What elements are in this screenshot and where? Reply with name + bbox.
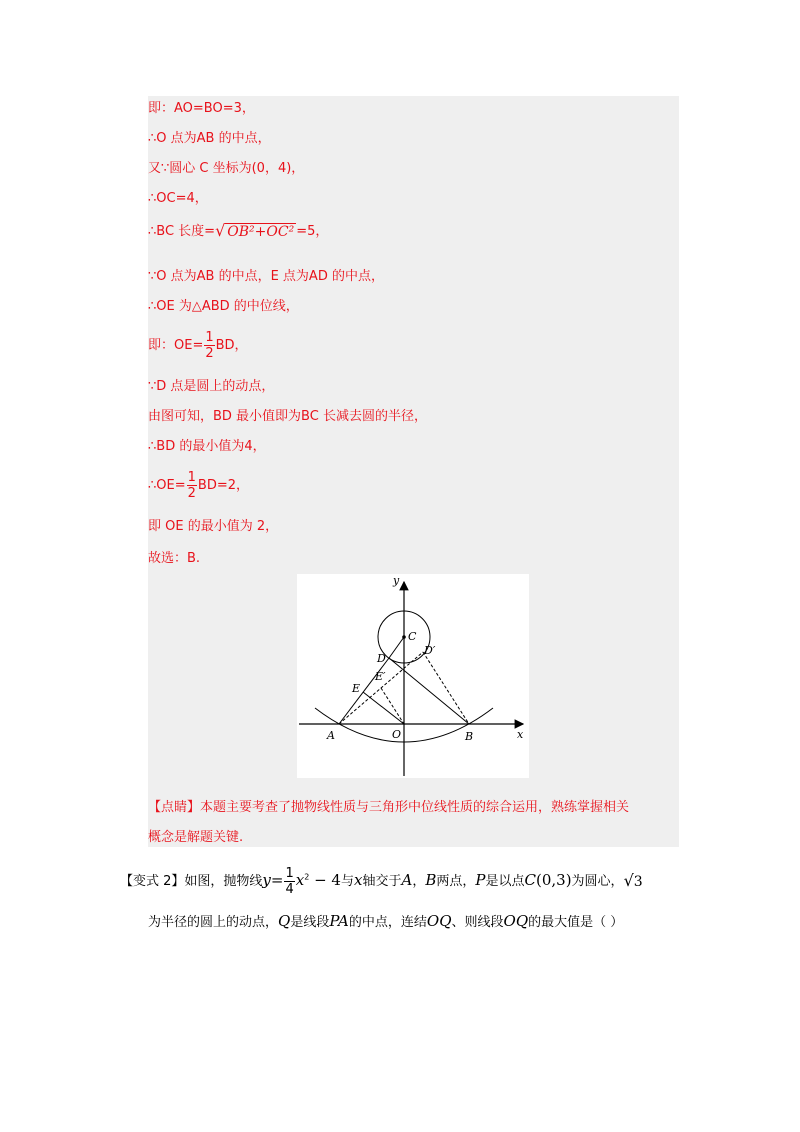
bc-length-prefix: ∴BC 长度=	[148, 224, 216, 239]
variant-line-2	[148, 910, 623, 934]
point-q: Q	[278, 912, 291, 930]
fraction-quarter	[284, 866, 294, 897]
bc-length-suffix: =5，	[296, 224, 329, 239]
label-a: A	[327, 729, 335, 742]
solution-line-5	[148, 222, 328, 241]
solution-line-12	[148, 470, 249, 501]
segment-pa: PA	[329, 912, 349, 930]
segment-oq: OQ	[503, 912, 529, 930]
solution-line-4: ∴OC=4，	[148, 191, 208, 206]
var-y: y	[262, 871, 271, 889]
variant-text: 与	[340, 874, 354, 889]
label-c: C	[408, 630, 417, 643]
point-a: A	[401, 871, 413, 889]
solution-line-6: ∵O 点为AB 的中点，E 点为AD 的中点，	[148, 269, 384, 284]
solution-line-10: 由图可知，BD 最小值即为BC 长减去圆的半径，	[148, 409, 427, 424]
fraction-half	[204, 330, 214, 361]
variant-text: 是线段	[290, 915, 330, 930]
equals-sign: =	[270, 871, 284, 889]
var-x: x	[354, 871, 363, 889]
var-x: x	[295, 871, 305, 889]
variant-text: ，	[412, 874, 426, 889]
oe-eq-prefix: ∴OE=	[148, 478, 186, 493]
label-b: B	[465, 730, 474, 743]
fraction-denominator: 2	[187, 486, 196, 501]
segment-ad	[339, 658, 389, 724]
variant-text: 两点，	[436, 874, 476, 889]
point-p: P	[475, 871, 486, 889]
segment-dpb	[423, 652, 469, 724]
minus-four: − 4	[309, 871, 341, 889]
sqrt-radicand: 3	[633, 874, 643, 890]
segment-oq: OQ	[426, 912, 452, 930]
label-d: D	[377, 652, 386, 665]
figure-svg	[297, 574, 529, 778]
solution-line-8	[148, 330, 248, 361]
solution-line-11: ∴BD 的最小值为4，	[148, 439, 266, 454]
variant-text: 如图，抛物线	[184, 874, 263, 889]
label-e: E	[352, 682, 361, 695]
oe-eq-suffix: BD=2，	[197, 478, 249, 493]
solution-line-14: 故选：B.	[148, 551, 201, 566]
geometry-figure	[297, 574, 529, 778]
solution-line-3: 又∵圆心 C 坐标为(0，4)，	[148, 161, 305, 176]
label-o: O	[392, 728, 402, 741]
variant-text: 轴交于	[362, 874, 402, 889]
variant-text: 是以点	[485, 874, 525, 889]
label-x: x	[517, 728, 524, 741]
label-d-prime: D′	[424, 644, 436, 657]
variant-text: 为半径的圆上的动点，	[148, 915, 279, 930]
oe-prefix: 即：OE=	[148, 338, 204, 353]
segment-db	[389, 658, 469, 724]
fraction-numerator: 1	[187, 470, 196, 485]
sqrt-expression: √ OB²+OC²	[215, 221, 295, 240]
coordinate: (0,3)	[535, 871, 572, 889]
segment-epo	[381, 688, 404, 724]
solution-line-9: ∵D 点是圆上的动点，	[148, 379, 275, 394]
variant-text: 为圆心，	[571, 874, 624, 889]
solution-line-1: 即：AO=BO=3，	[148, 101, 255, 116]
sqrt-radicand: OB²+OC²	[227, 224, 295, 240]
solution-line-2: ∴O 点为AB 的中点，	[148, 131, 271, 146]
label-y: y	[393, 574, 400, 587]
solution-line-13: 即 OE 的最小值为 2，	[148, 519, 279, 534]
fraction-numerator: 1	[285, 866, 294, 881]
label-e-prime: E′	[375, 670, 386, 683]
variant-text: 的中点，连结	[348, 915, 427, 930]
segment-eo	[363, 692, 404, 724]
comment-line-2: 概念是解题关键.	[148, 830, 244, 845]
variant-text: 的最大值是（ ）	[528, 915, 624, 930]
comment-line-1: 【点睛】本题主要考查了抛物线性质与三角形中位线性质的综合运用，熟练掌握相关	[148, 800, 630, 815]
variant-line-1	[120, 866, 643, 897]
point-b: B	[425, 871, 437, 889]
oe-suffix: BD，	[215, 338, 248, 353]
sqrt-three: √3	[623, 871, 643, 890]
point-c: C	[524, 871, 536, 889]
fraction-denominator: 2	[205, 346, 214, 361]
fraction-half-2	[187, 470, 197, 501]
solution-line-7: ∴OE 为△ABD 的中位线，	[148, 299, 299, 314]
fraction-numerator: 1	[205, 330, 214, 345]
fraction-denominator: 4	[285, 882, 294, 897]
segment-dc	[389, 637, 404, 658]
variant-tag: 【变式 2】	[120, 874, 185, 889]
exponent: 2	[304, 872, 310, 882]
variant-text: 、则线段	[451, 915, 504, 930]
